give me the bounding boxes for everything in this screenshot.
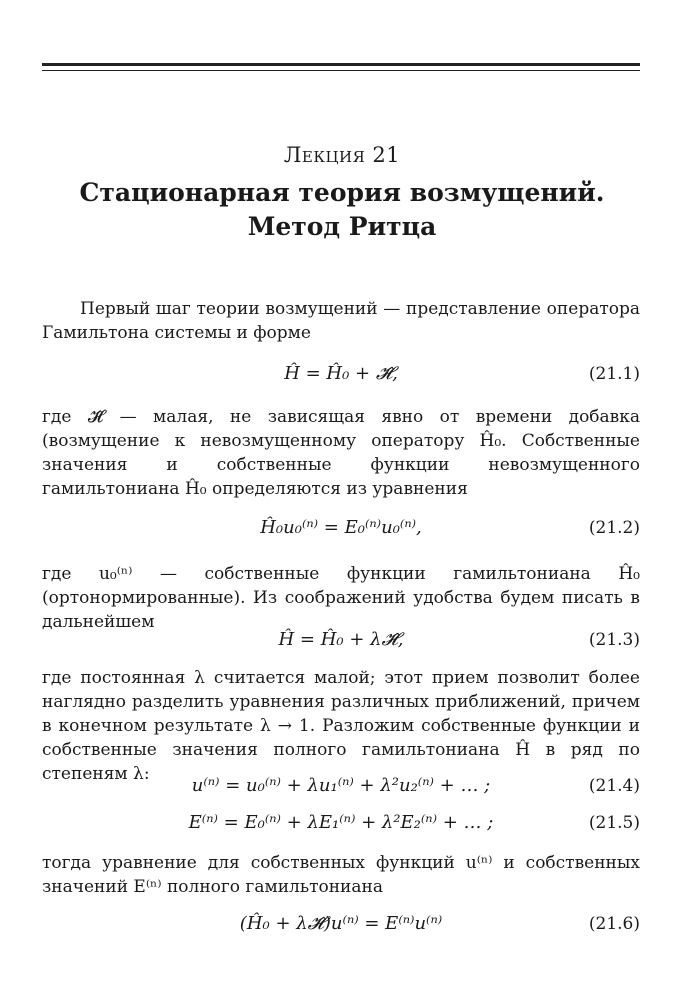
title-line-2: Метод Ритца xyxy=(247,212,437,241)
lecture-label: Лекция 21 xyxy=(283,143,401,167)
equation-expression: E⁽ⁿ⁾ = E₀⁽ⁿ⁾ + λE₁⁽ⁿ⁾ + λ²E₂⁽ⁿ⁾ + … ; xyxy=(188,812,494,833)
equation-number: (21.4) xyxy=(588,776,640,796)
equation-21-2 xyxy=(42,514,640,542)
header-rule-thin xyxy=(42,70,640,71)
paragraph-4: где постоянная λ считается малой; этот прием позволит более наглядно разделить уравнения различных приближений, причем в конечном результате λ → 1. Разложим собственные функции и собственные значения полного гамильтониана Ĥ в ряд по степеням λ: xyxy=(42,668,640,784)
equation-expression: Ĥ = Ĥ₀ + λ𝓗̂, xyxy=(278,629,404,650)
paragraph-5: тогда уравнение для собственных функций u⁽ⁿ⁾ и собственных значений E⁽ⁿ⁾ полного гамильтониана xyxy=(42,853,640,897)
equation-expression: Ĥ = Ĥ₀ + 𝓗̂, xyxy=(284,363,398,384)
paragraph-2: где 𝓗̂ — малая, не зависящая явно от времени добавка (возмущение к невозмущенному оператору Ĥ₀. Собственные значения и собственные функции невозмущенного гамильтониана Ĥ₀ определяются из уравнения xyxy=(42,407,640,499)
equation-21-3 xyxy=(42,626,640,654)
equation-expression: Ĥ₀u₀⁽ⁿ⁾ = E₀⁽ⁿ⁾u₀⁽ⁿ⁾, xyxy=(260,517,422,538)
equation-number: (21.5) xyxy=(588,813,640,833)
equation-21-4 xyxy=(42,772,640,800)
equation-number: (21.1) xyxy=(588,364,640,384)
paragraph-1: Первый шаг теории возмущений — представление оператора Гамильтона системы и форме xyxy=(42,299,640,343)
equation-number: (21.2) xyxy=(588,518,640,538)
equation-expression: u⁽ⁿ⁾ = u₀⁽ⁿ⁾ + λu₁⁽ⁿ⁾ + λ²u₂⁽ⁿ⁾ + … ; xyxy=(191,775,491,796)
equation-expression: (Ĥ₀ + λ𝓗̂)u⁽ⁿ⁾ = E⁽ⁿ⁾u⁽ⁿ⁾ xyxy=(239,913,443,934)
paragraph-3: где u₀⁽ⁿ⁾ — собственные функции гамильтониана Ĥ₀ (ортонормированные). Из соображений удобства будем писать в дальнейшем xyxy=(42,564,640,632)
equation-number: (21.3) xyxy=(588,630,640,650)
equation-21-6 xyxy=(42,910,640,938)
equation-21-5 xyxy=(42,809,640,837)
equation-number: (21.6) xyxy=(588,914,640,934)
header-rule-thick xyxy=(42,63,640,66)
title-line-1: Стационарная теория возмущений. xyxy=(79,178,605,207)
chapter-title xyxy=(0,176,684,244)
equation-21-1 xyxy=(42,360,640,388)
